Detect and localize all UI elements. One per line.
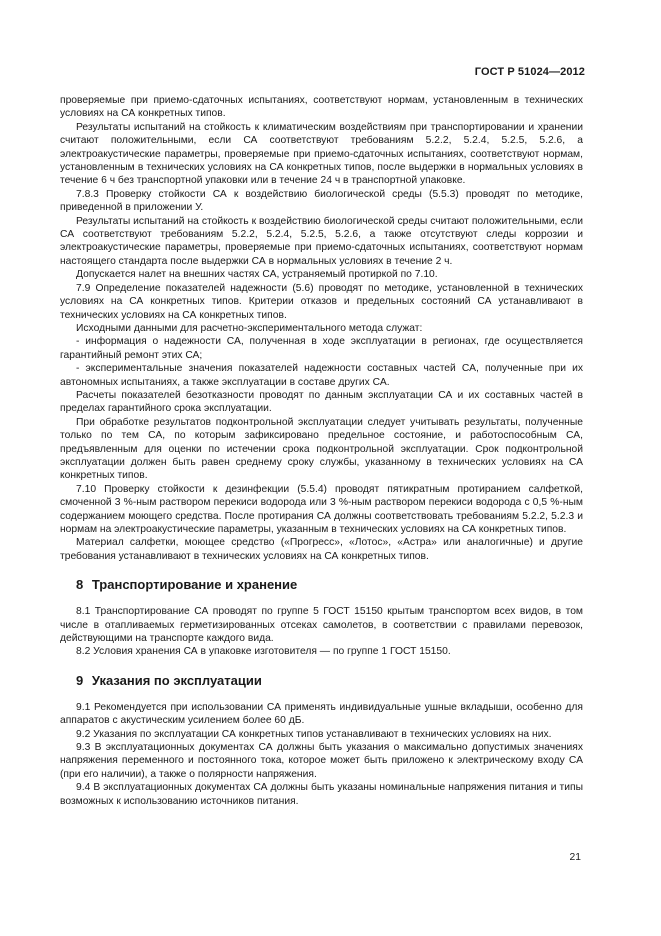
section-8-number: 8 xyxy=(76,577,84,593)
paragraph-biological-results: Результаты испытаний на стойкость к воздействию биологической среды считают положительными, если СА соответствуют требованиям 5.2.2, 5.2.4, 5.2.5, 5.2.6, а также отсутствуют следы коррозии и электроакустические параметры, проверяемые при приемо-сдаточных испытаниях, соответствуют нормам настоящего стандарта после выдержки СА в нормальных условиях в течение 2 ч. xyxy=(60,215,583,267)
paragraph-9-4: 9.4 В эксплуатационных документах СА должны быть указаны номинальные напряжения питания и типы возможных к использованию источников питания. xyxy=(60,782,583,807)
paragraph-tarnish-allowed: Допускается налет на внешних частях СА, устраняемый протиркой по 7.10. xyxy=(76,269,438,281)
paragraph-7-10: 7.10 Проверку стойкости к дезинфекции (5.5.4) проводят пятикратным протиранием салфеткой, смоченной 3 %-ным раствором перекиси водорода или 3 %-ным раствором перекиси водорода с 0,5 %-ным содержанием моющего средства. После протирания СА должны соответствовать требованиям 5.2.2, 5.2.3 и нормам на электроакустические параметры, указанным в технических условиях на СА конкретных типов. xyxy=(60,483,583,535)
paragraph-7-9: 7.9 Определение показателей надежности (5.6) проводят по методике, установленной в технических условиях на СА конкретных типов. Критерии отказов и предельных состояний СА устанавливают в технических условиях на СА конкретных типов. xyxy=(60,282,583,321)
page-body xyxy=(60,94,583,808)
list-item-field-data: - информация о надежности СА, полученная в ходе эксплуатации в регионах, где осуществляется гарантийный ремонт этих СА; xyxy=(60,336,583,361)
paragraph-8-1: 8.1 Транспортирование СА проводят по группе 5 ГОСТ 15150 крытым транспортом всех видов, в том числе в отапливаемых герметизированных отсеках самолетов, в соответствии с правилами перевозок, действующими на транспорте каждого вида. xyxy=(60,606,583,645)
section-8-title: Транспортирование и хранение xyxy=(91,577,298,593)
document-header-code: ГОСТ Р 51024—2012 xyxy=(474,66,585,78)
paragraph-7-8-3: 7.8.3 Проверку стойкости СА к воздействию биологической среды (5.5.3) проводят по методике, приведенной в приложении У. xyxy=(60,188,583,214)
paragraph-reliability-calc: Расчеты показателей безотказности проводят по данным эксплуатации СА и их составных частей в пределах гарантийного срока эксплуатации. xyxy=(60,389,583,415)
section-9-heading xyxy=(76,673,583,689)
section-9-title: Указания по эксплуатации xyxy=(91,672,262,688)
paragraph-initial-data: Исходными данными для расчетно-экспериментального метода служат: xyxy=(76,322,423,334)
section-9-number: 9 xyxy=(76,672,84,688)
paragraph-8-2: 8.2 Условия хранения СА в упаковке изготовителя — по группе 1 ГОСТ 15150. xyxy=(76,646,451,658)
paragraph-9-3: 9.3 В эксплуатационных документах СА должны быть указания о максимально допустимых значениях напряжения переменного и постоянного тока, которое может быть приложено к электрическому входу СА (при его наличии), а также о полярности напряжения. xyxy=(60,742,583,780)
paragraph-climatic-results: Результаты испытаний на стойкость к климатическим воздействиям при транспортировании и хранении считают положительными, если СА соответствуют требованиям 5.2.2, 5.2.4, 5.2.5, 5.2.6, а электроакустические параметры, проверяемые при приемо-сдаточных испытаниях, соответствуют нормам, установленным в технических условиях на СА конкретных типов, после выдержки в нормальных условиях в течение 6 ч без транспортной упаковки или в течение 24 ч в транспортной упаковке. xyxy=(60,121,583,187)
paragraph-controlled-operation: При обработке результатов подконтрольной эксплуатации следует учитывать результаты, полученные только по тем СА, по которым зафиксировано предельное состояние, и работоспособным СА, предъявленным для оценки по истечении срока подконтрольной эксплуатации. Срок подконтрольной эксплуатации должен быть равен среднему сроку службы, указанному в технических условиях на СА конкретных типов. xyxy=(60,416,583,482)
section-8-heading xyxy=(76,577,583,593)
page-number: 21 xyxy=(569,852,581,863)
paragraph-continuation: проверяемые при приемо-сдаточных испытаниях, соответствуют нормам, установленным в технических условиях на СА конкретных типов. xyxy=(60,95,583,120)
paragraph-9-1: 9.1 Рекомендуется при использовании СА применять индивидуальные ушные вкладыши, особенно для аппаратов с акустическим усилением более 60 дБ. xyxy=(60,701,583,727)
paragraph-wipe-material: Материал салфетки, моющее средство («Прогресс», «Лотос», «Астра» или аналогичные) и другие требования устанавливают в технических условиях на СА конкретных типов. xyxy=(60,537,583,562)
paragraph-9-2: 9.2 Указания по эксплуатации СА конкретных типов устанавливают в технических условиях на них. xyxy=(76,728,552,740)
list-item-experimental-data: - экспериментальные значения показателей надежности составных частей СА, полученные при их автономных испытаниях, а также эксплуатации в составе других СА. xyxy=(60,363,583,388)
